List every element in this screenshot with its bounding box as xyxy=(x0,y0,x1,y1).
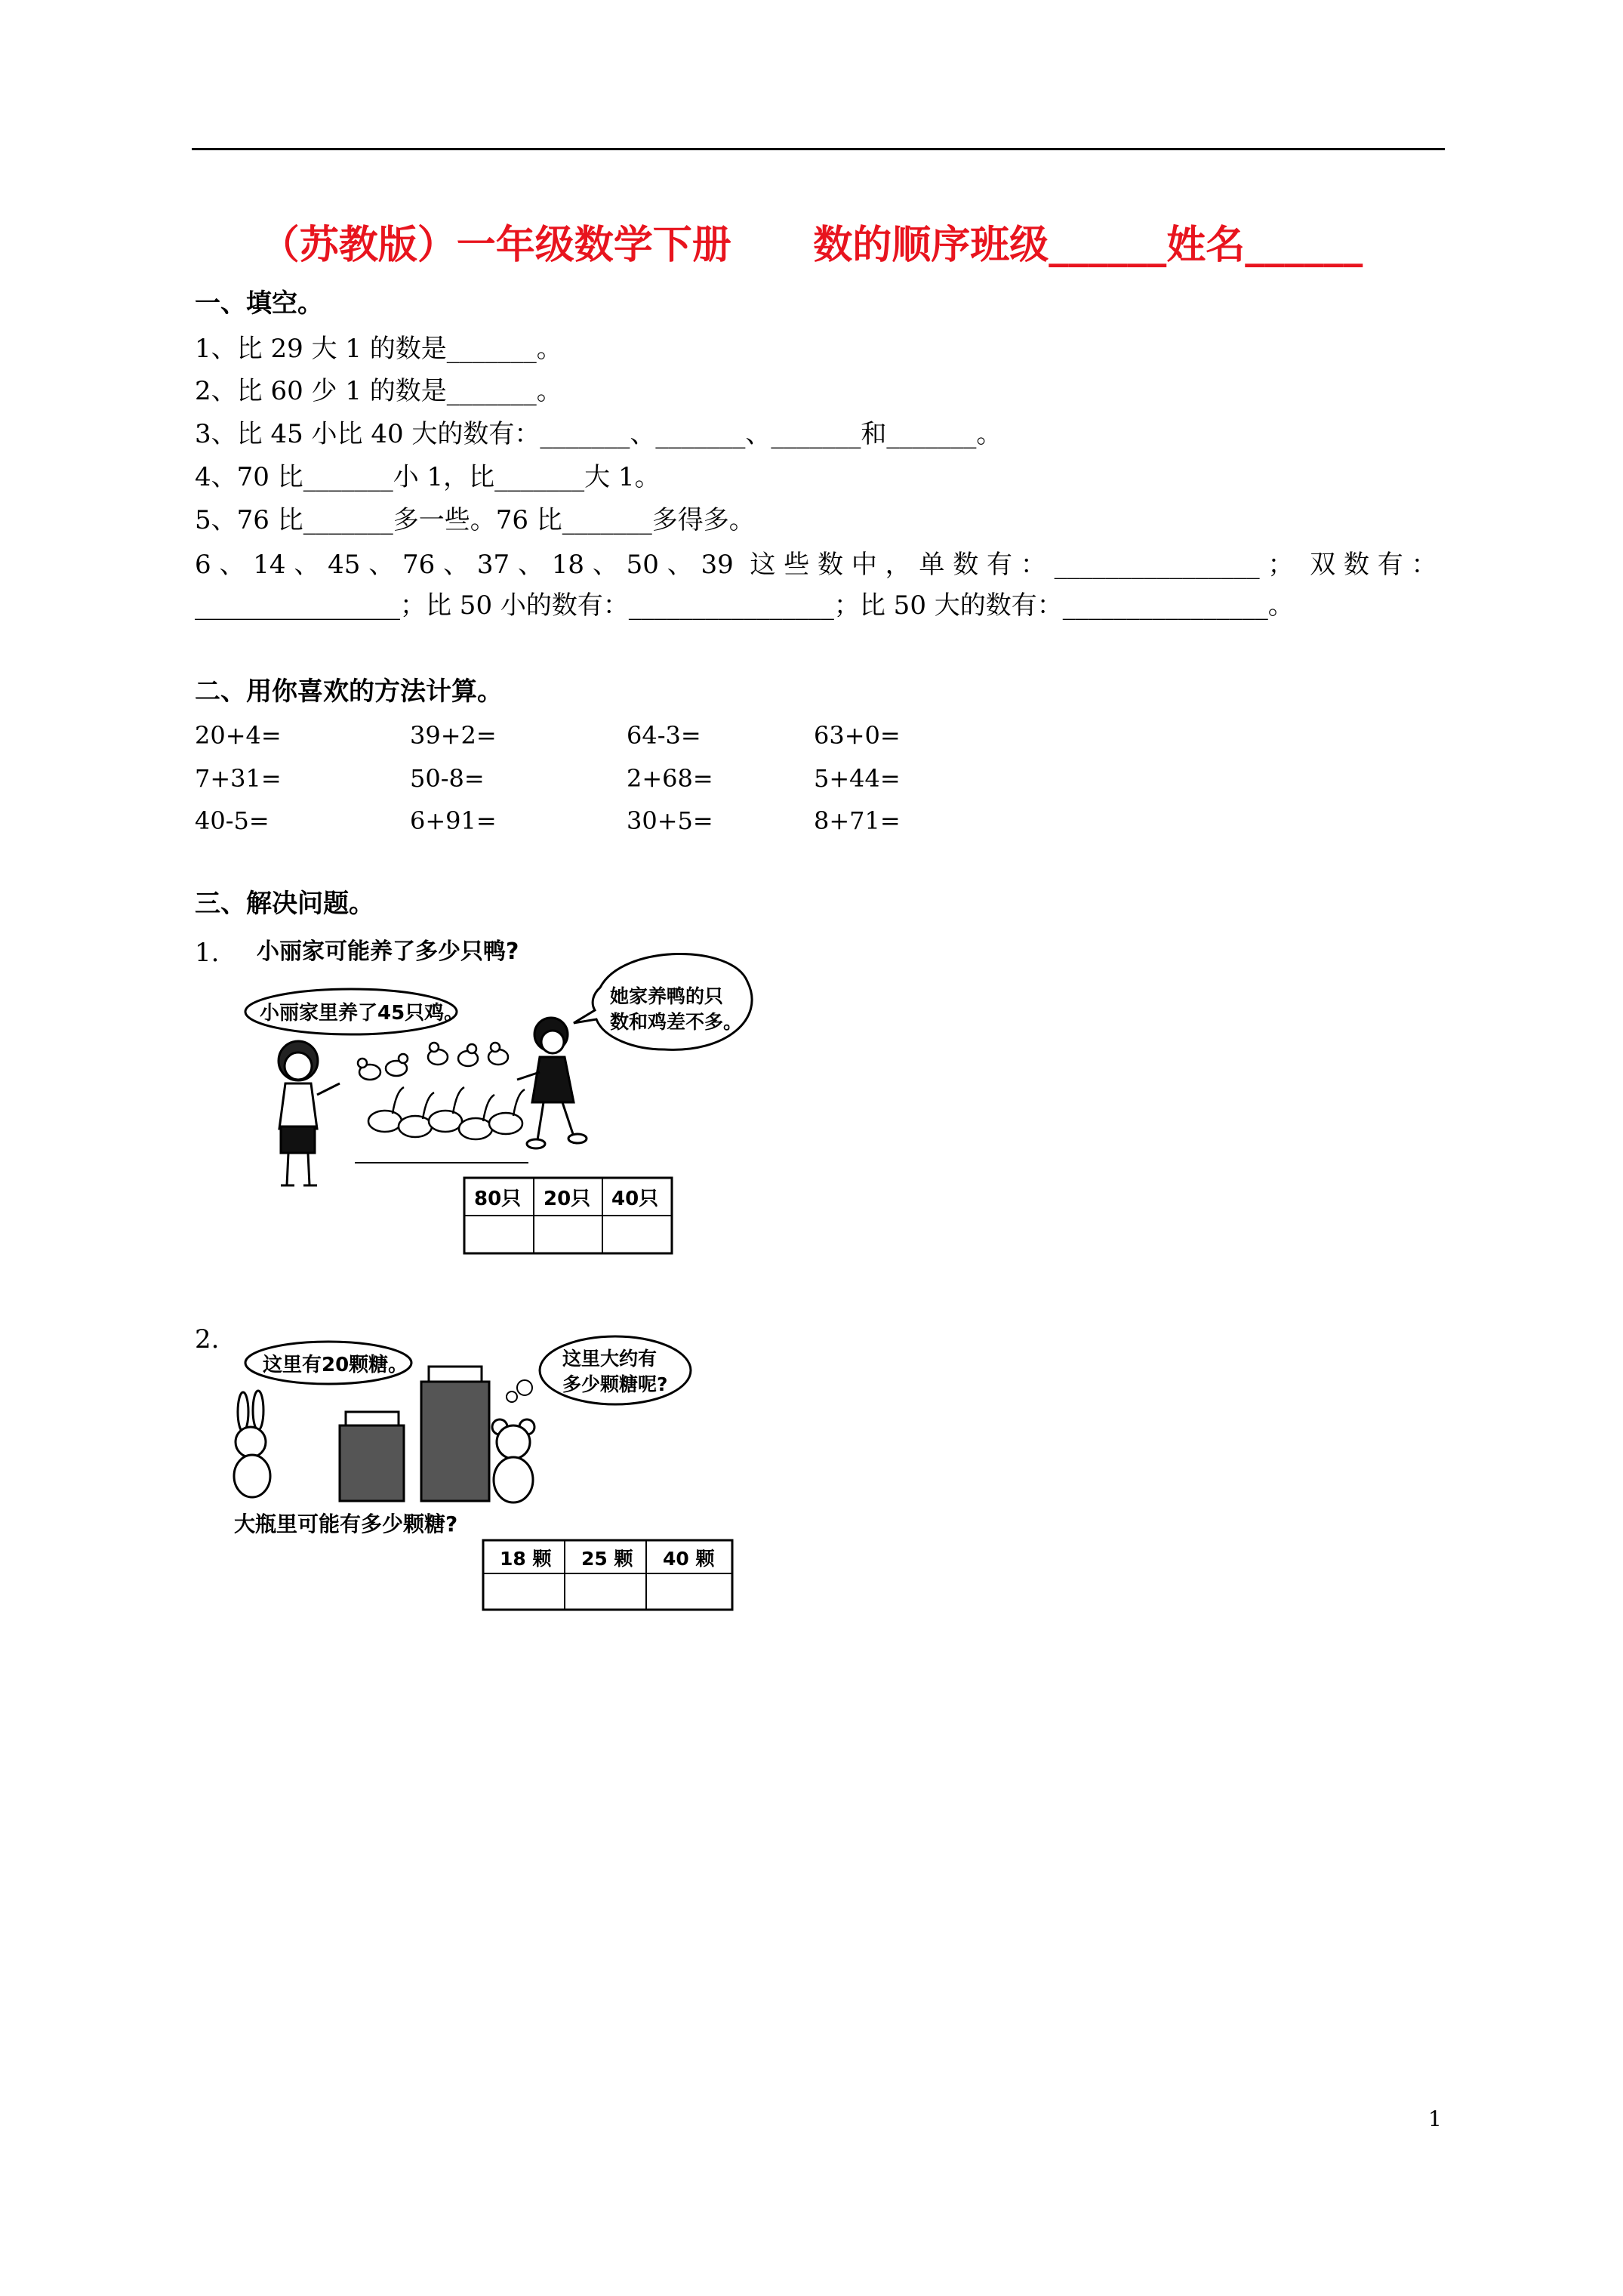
calc-item: 20+4= xyxy=(195,721,282,750)
option-cell: 25 颗 xyxy=(581,1548,633,1570)
page-number: 1 xyxy=(1428,2106,1442,2131)
calc-item: 8+71= xyxy=(814,806,901,835)
birds-group xyxy=(358,1043,525,1139)
calc-item: 7+31= xyxy=(195,764,282,793)
bubble-right-line2: 多少颗糖呢? xyxy=(562,1373,668,1395)
problem2-question: 大瓶里可能有多少颗糖? xyxy=(234,1512,458,1536)
problem2-number: 2. xyxy=(195,1324,220,1354)
problem2-options-table xyxy=(483,1540,732,1610)
top-rule xyxy=(192,148,1445,150)
fill-item-2: 2、比 60 少 1 的数是_______。 xyxy=(195,376,562,406)
fill-item-6-line2: ________________；比 50 小的数有：________________；比 50 大的数有：________________。 xyxy=(195,590,1294,621)
problem1-illustration xyxy=(242,929,770,1276)
bubble-left-text: 小丽家里养了45只鸡。 xyxy=(260,1002,464,1025)
bubble-right-line2: 数和鸡差不多。 xyxy=(610,1011,743,1033)
calc-item: 39+2= xyxy=(410,721,497,750)
calc-item: 5+44= xyxy=(814,764,901,793)
calc-item: 50-8= xyxy=(410,764,485,793)
calc-item: 6+91= xyxy=(410,806,497,835)
small-jar xyxy=(340,1412,404,1501)
bubble-right-line1: 这里大约有 xyxy=(562,1348,658,1370)
calc-item: 2+68= xyxy=(627,764,713,793)
bear-figure xyxy=(492,1419,534,1502)
section1-heading: 一、填空。 xyxy=(195,288,323,319)
problem1-question: 小丽家可能养了多少只鸭? xyxy=(257,938,519,965)
big-jar xyxy=(421,1367,489,1501)
fill-item-4: 4、70 比_______小 1，比_______大 1。 xyxy=(195,462,661,492)
calc-item: 63+0= xyxy=(814,721,901,750)
option-cell: 20只 xyxy=(544,1188,591,1210)
problem2-illustration xyxy=(226,1329,755,1616)
problem1-options-table xyxy=(464,1178,672,1253)
option-cell: 40只 xyxy=(611,1188,659,1210)
section3-heading: 三、解决问题。 xyxy=(195,889,374,919)
calc-item: 30+5= xyxy=(627,806,713,835)
rabbit-figure xyxy=(234,1391,270,1497)
option-cell: 80只 xyxy=(474,1188,522,1210)
fill-item-1: 1、比 29 大 1 的数是_______。 xyxy=(195,334,562,364)
option-cell: 18 颗 xyxy=(500,1548,552,1570)
section2-heading: 二、用你喜欢的方法计算。 xyxy=(195,676,503,707)
option-cell: 40 颗 xyxy=(663,1548,715,1570)
bubble-left-text: 这里有20颗糖。 xyxy=(263,1354,408,1376)
fill-item-5: 5、76 比_______多一些。76 比_______多得多。 xyxy=(195,505,755,535)
page-title: （苏教版）一年级数学下册 数的顺序班级______姓名______ xyxy=(260,223,1363,268)
fill-item-3: 3、比 45 小比 40 大的数有：_______、_______、_______和_______。 xyxy=(195,419,1002,449)
boy-figure xyxy=(517,1018,587,1148)
problem1-number: 1. xyxy=(195,938,220,968)
calc-item: 64-3= xyxy=(627,721,701,750)
fill-item-6-line1: 6 、 14 、 45 、 76 、 37 、 18 、 50 、 39 这 些 数 中 ， 单 数 有 ： ________________ ； 双 数 有 ： xyxy=(195,550,1437,580)
girl-figure xyxy=(279,1041,340,1185)
bubble-right-line1: 她家养鸭的只 xyxy=(610,985,724,1007)
calc-item: 40-5= xyxy=(195,806,269,835)
